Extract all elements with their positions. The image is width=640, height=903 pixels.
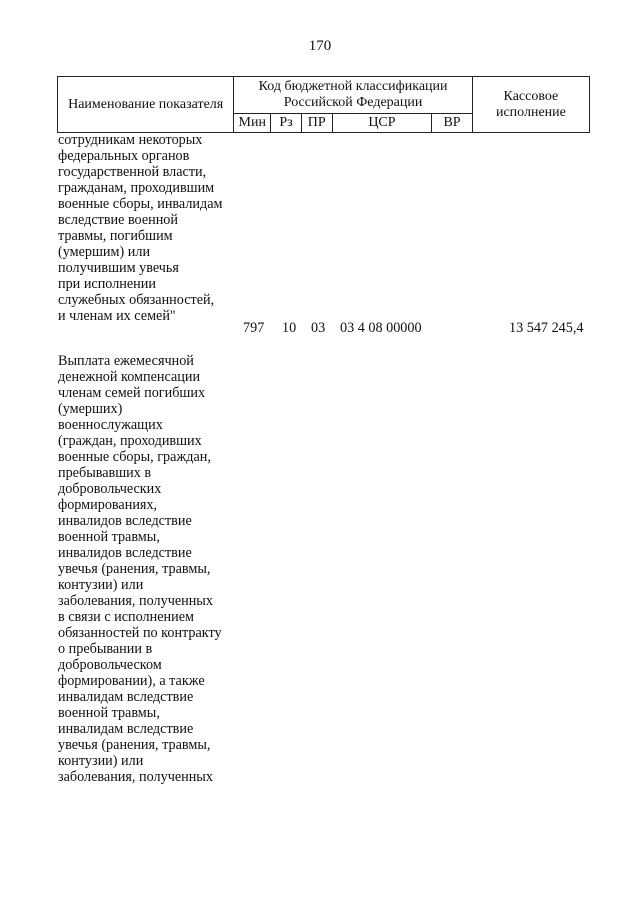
row-2-name: Выплата ежемесячной денежной компенсации членам семей погибших (умерших) военнослужащих (граждан, проходивших военные сборы, граждан, пребывавших в добровольческих формированиях, инвалидов вследствие военной травмы, инвалидов вследствие увечья (ранения, травмы, контузии) или заболевания, полученных в связи с исполнением обязанностей по контракту о пребывании в добровольческом формировании), а также инвалидам вследствие военной травмы, инвалидам вследствие увечья (ранения, травмы, контузии) или заболевания, полученных (58, 353, 222, 785)
row-1-pr: 03 (311, 320, 326, 336)
column-header-rz: Рз (271, 114, 302, 133)
page-number: 170 (308, 38, 332, 54)
column-header-csr: ЦСР (332, 114, 432, 133)
row-1-rz: 10 (282, 320, 297, 336)
column-header-cash: Кассовое исполнение (472, 77, 589, 133)
column-header-code: Код бюджетной классификации Российской Федерации (234, 77, 472, 114)
row-1-cash: 13 547 245,4 (509, 320, 584, 336)
row-1-name: сотрудникам некоторых федеральных органов государственной власти, гражданам, проходившим военные сборы, инвалидам вследствие военной травмы, погибшим (умершим) или получившим увечья при исполнении служебных обязанностей, и членам их семей" (58, 132, 223, 324)
row-1-min: 797 (243, 320, 265, 336)
column-header-pr: ПР (301, 114, 332, 133)
column-header-name: Наименование показателя (58, 77, 234, 133)
column-header-min: Мин (234, 114, 271, 133)
row-1-csr: 03 4 08 00000 (340, 320, 422, 336)
column-header-vr: ВР (432, 114, 473, 133)
table-header (57, 76, 590, 133)
